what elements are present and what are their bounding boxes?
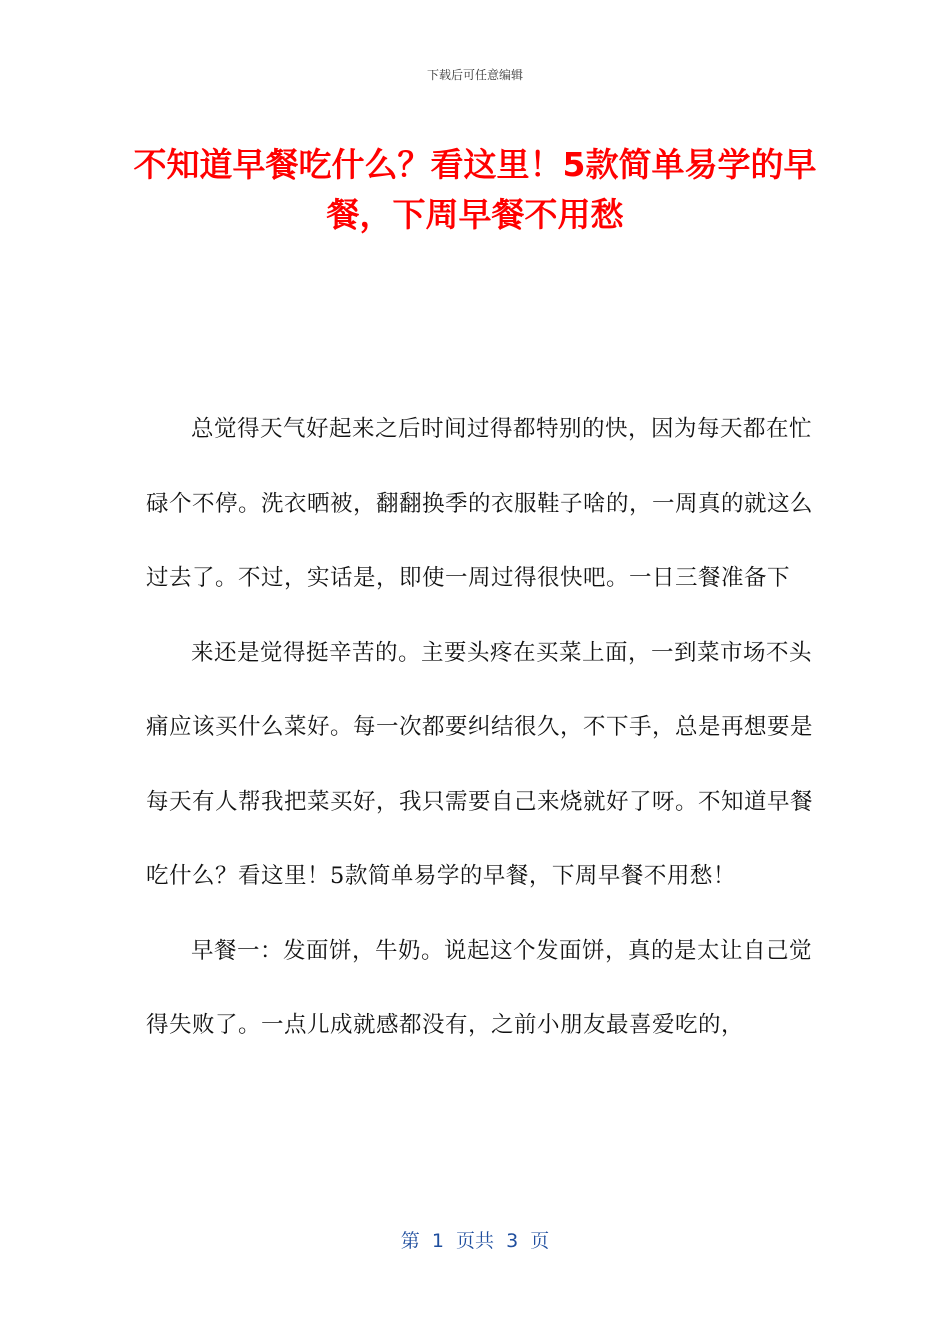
document-body — [146, 392, 818, 1063]
document-title: 不知道早餐吃什么？看这里！5款简单易学的早餐，下周早餐不用愁 — [133, 145, 817, 234]
page-number-footer: 第 1 页共 3 页 — [400, 1230, 550, 1252]
paragraph-1: 总觉得天气好起来之后时间过得都特别的快，因为每天都在忙碌个不停。洗衣晒被，翻翻换季的衣服鞋子啥的，一周真的就这么过去了。不过，实话是，即使一周过得很快吧。一日三餐准备下 — [146, 416, 814, 591]
header-note: 下载后可任意编辑 — [426, 68, 523, 82]
paragraph-2: 来还是觉得挺辛苦的。主要头疼在买菜上面，一到菜市场不头痛应该买什么菜好。每一次都要纠结很久，不下手，总是再想要是每天有人帮我把菜买好，我只需要自己来烧就好了呀。不知道早餐吃什么？看这里！5款简单易学的早餐，下周早餐不用愁！ — [146, 639, 814, 889]
paragraph-3: 早餐一：发面饼，牛奶。说起这个发面饼，真的是太让自己觉得失败了。一点儿成就感都没有，之前小朋友最喜爱吃的， — [146, 937, 813, 1038]
